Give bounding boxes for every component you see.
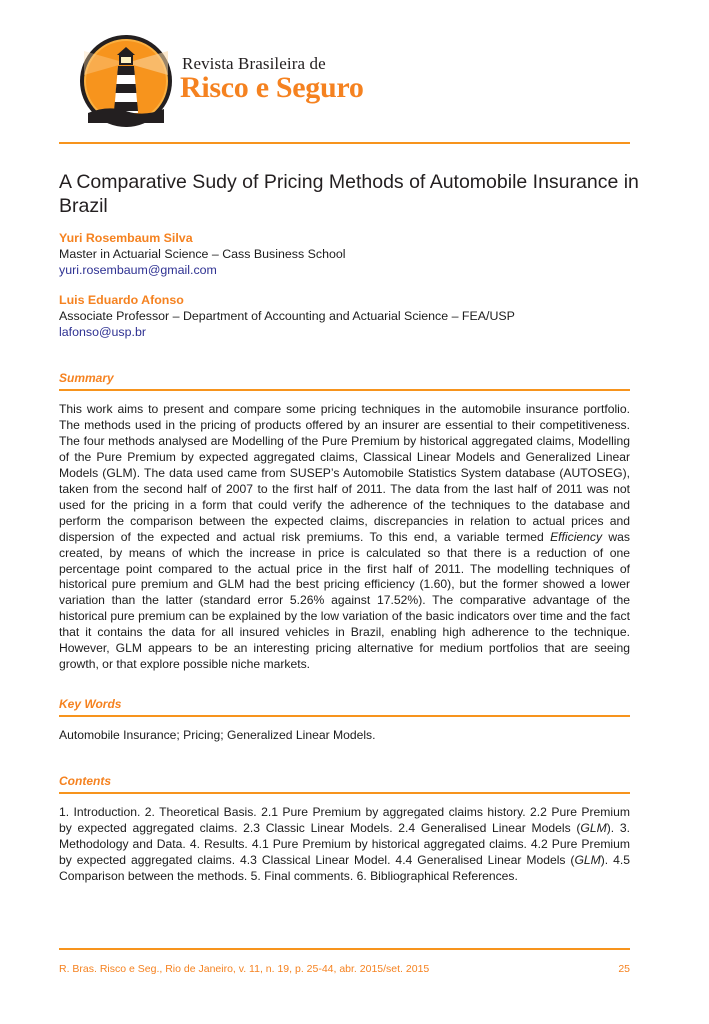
summary-text-part: This work aims to present and compare some pricing techniques in the automobile insurance portfolio. The methods used in the pricing of products offered by an insurer are essential to their competitiveness. The four methods analysed are Modelling of the Pure Premium by historical aggregated claims, Modelling of the Pure Premium by expected aggregated claims, Classical Linear Models and Generalized Linear Models (GLM). The data used came from SUSEP’s Automobile Statistics System database (AUTOSEG), taken from the second half of 2007 to the first half of 2011. The data from the last half of 2011 was not used for the pricing in a form that could verify the adherence of the techniques to the database and perform the comparison between the expected claims, discrepancies in relation to actual prices and dispersion of the expected and actual risk premiums. To this end, a variable termed	[59, 402, 630, 544]
contents-italic-glm: GLM	[574, 852, 601, 867]
contents-text-part: ). 3. Methodology and Data. 4. Results. 4.1 Pure Premium by historical aggregated claims. 4.2 Pure Premium by expected aggregated claims. 4.3 Classical Linear Model. 4.4 Generalised Linear Models (	[59, 820, 630, 867]
keywords-divider	[59, 715, 630, 717]
keywords-heading: Key Words	[59, 697, 122, 711]
author-affiliation: Associate Professor – Department of Accounting and Actuarial Science – FEA/USP	[59, 309, 515, 323]
page-number: 25	[618, 963, 630, 975]
summary-text	[59, 402, 630, 673]
author-email[interactable]: lafonso@usp.br	[59, 325, 146, 339]
contents-text-part: ). 4.5 Comparison between the methods. 5. Final comments. 6. Bibliographical References.	[59, 852, 630, 883]
page-footer	[59, 963, 630, 975]
contents-heading: Contents	[59, 774, 111, 788]
author-1	[59, 230, 346, 278]
footer-divider	[59, 948, 630, 950]
author-affiliation: Master in Actuarial Science – Cass Business School	[59, 247, 346, 261]
article-title: A Comparative Sudy of Pricing Methods of Automobile Insurance in Brazil	[59, 171, 639, 217]
author-name: Yuri Rosembaum Silva	[59, 231, 193, 245]
contents-italic-glm: GLM	[580, 820, 607, 835]
author-email[interactable]: yuri.rosembaum@gmail.com	[59, 263, 217, 277]
journal-name-line1: Revista Brasileira de	[182, 54, 326, 73]
summary-text-part: was created, by means of which the increase in price is calculated so that there is a reduction of one percentage point compared to the actual price in the first half of 2011. The modelling techniques of historical pure premium and GLM had the best pricing efficiency (1.60), but the former showed a lower variation than the latter (standard error 5.26% against 17.52%). The comparative advantage of the historical pure premium can be explained by the low variation of the basic indicators over time and the fact that it contains the data for all insured vehicles in Brazil, enabling high adherence to the technique. However, GLM appears to be an interesting pricing alternative for medium portfolios that are seeing growth, or that explore possible niche markets.	[59, 529, 630, 672]
contents-text-part: 1. Introduction. 2. Theoretical Basis. 2.1 Pure Premium by aggregated claims history. 2.2 Pure Premium by expected aggregated claims. 2.3 Classic Linear Models. 2.4 Generalised Linear Models (	[59, 805, 630, 835]
author-name: Luis Eduardo Afonso	[59, 293, 184, 307]
keywords-text: Automobile Insurance; Pricing; Generalized Linear Models.	[59, 728, 376, 742]
lighthouse-logo-icon	[78, 33, 174, 129]
contents-divider	[59, 792, 630, 794]
footer-citation: R. Bras. Risco e Seg., Rio de Janeiro, v. 11, n. 19, p. 25-44, abr. 2015/set. 2015	[59, 963, 430, 975]
summary-italic-term: Efficiency	[550, 529, 603, 544]
summary-heading: Summary	[59, 371, 114, 385]
journal-name-line2: Risco e Seguro	[180, 71, 364, 104]
author-2	[59, 292, 515, 340]
contents-text	[59, 805, 630, 885]
summary-divider	[59, 389, 630, 391]
header-divider	[59, 142, 630, 144]
